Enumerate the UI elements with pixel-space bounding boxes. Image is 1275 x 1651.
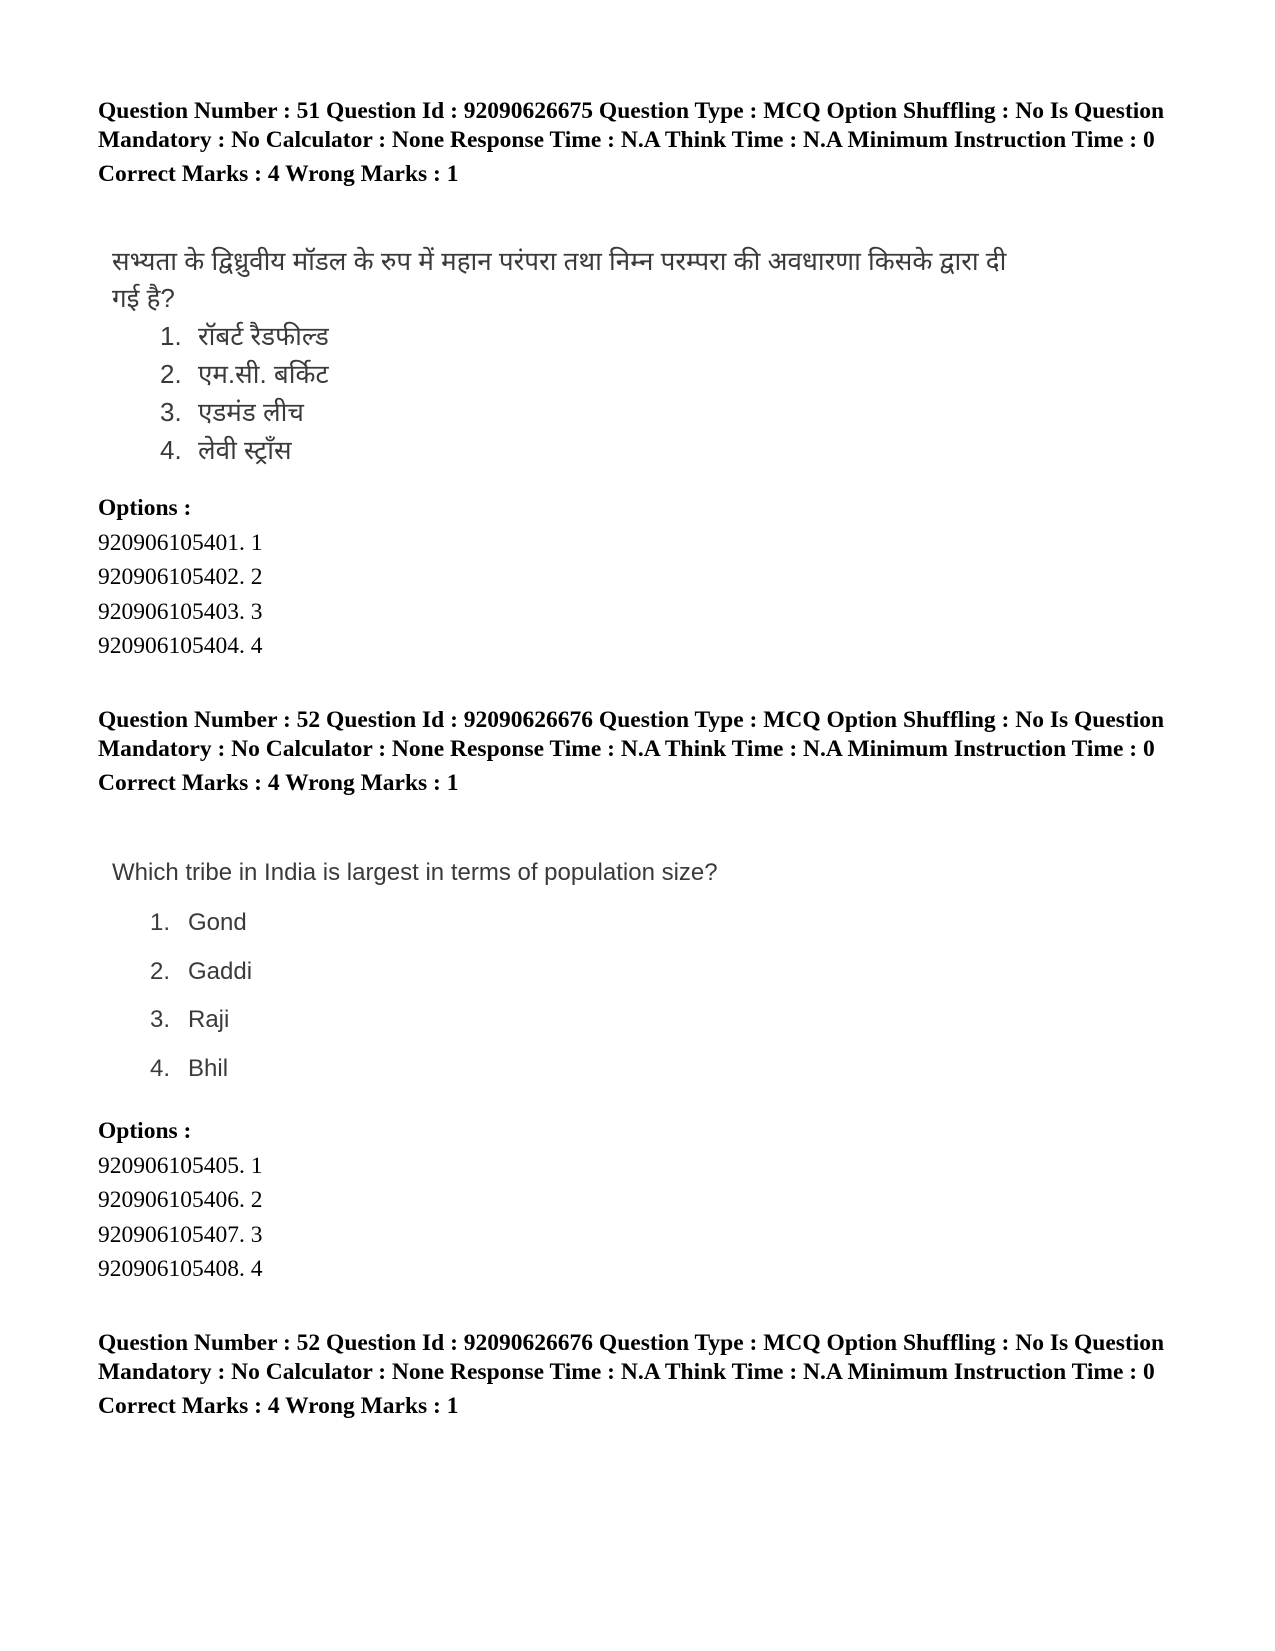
- option-item: 920906105407. 3: [98, 1221, 263, 1248]
- option-item: 920906105408. 4: [98, 1255, 263, 1282]
- option-item: 920906105405. 1: [98, 1153, 263, 1179]
- choice-number: 4.: [160, 435, 182, 465]
- choice-number: 1.: [150, 909, 171, 936]
- question-marks: Correct Marks : 4 Wrong Marks : 1: [98, 770, 459, 796]
- choice-item: [150, 948, 1012, 997]
- options-label: Options :: [98, 495, 192, 521]
- question-meta: Question Number : 52 Question Id : 92090626676 Question Type : MCQ Option Shuffling : No Is Question Mandatory : No Calculator : None Response Time : N.A Think Time : N.A Minimum Instruction Time : 0: [98, 1330, 1165, 1385]
- question-51-options: [98, 494, 1178, 663]
- choice-item: [160, 317, 1008, 355]
- option-item: 920906105404. 4: [98, 632, 263, 659]
- options-label: Options :: [98, 1118, 192, 1144]
- choice-text: Raji: [188, 1006, 230, 1033]
- choice-number: 3.: [150, 1006, 171, 1033]
- question-meta: Question Number : 52 Question Id : 92090626676 Question Type : MCQ Option Shuffling : No Is Question Mandatory : No Calculator : None Response Time : N.A Think Time : N.A Minimum Instruction Time : 0: [98, 707, 1165, 762]
- question-marks: Correct Marks : 4 Wrong Marks : 1: [98, 161, 459, 187]
- choice-item: [160, 355, 1008, 393]
- question-52-repeat-header: [98, 1329, 1178, 1420]
- question-52-header: [98, 706, 1178, 797]
- option-item: 920906105406. 2: [98, 1187, 263, 1214]
- choice-item: [150, 1045, 1012, 1094]
- choice-number: 4.: [150, 1054, 171, 1082]
- question-52-body: [112, 853, 1012, 1093]
- question-meta: Question Number : 51 Question Id : 92090626675 Question Type : MCQ Option Shuffling : No Is Question Mandatory : No Calculator : None Response Time : N.A Think Time : N.A Minimum Instruction Time : 0: [98, 98, 1165, 153]
- choice-item: [160, 393, 1008, 431]
- choice-text: रॉबर्ट रैडफील्ड: [198, 321, 329, 351]
- question-51-header: [98, 97, 1178, 188]
- option-item: 920906105402. 2: [98, 564, 263, 591]
- question-51-body: [108, 243, 1008, 469]
- choice-text: Gond: [188, 909, 247, 936]
- choice-text: एम.सी. बर्किट: [198, 359, 329, 389]
- option-item: 920906105401. 1: [98, 530, 263, 556]
- question-text: Which tribe in India is largest in terms of population size?: [112, 859, 718, 886]
- choice-item: [150, 899, 1012, 948]
- choice-number: 3.: [160, 397, 182, 427]
- question-marks: Correct Marks : 4 Wrong Marks : 1: [98, 1393, 459, 1419]
- choice-text: एडमंड लीच: [198, 397, 304, 427]
- choice-text: Bhil: [188, 1054, 229, 1082]
- choice-number: 2.: [160, 359, 182, 389]
- choice-text: Gaddi: [188, 957, 253, 985]
- choice-number: 1.: [160, 321, 182, 351]
- option-item: 920906105403. 3: [98, 598, 263, 625]
- question-52-options: [98, 1117, 1178, 1286]
- question-text: सभ्यता के द्विध्रुवीय मॉडल के रुप में महान परंपरा तथा निम्न परम्परा की अवधारणा किसके द्वारा दी गई है?: [112, 246, 1007, 313]
- choice-text: लेवी स्ट्राँस: [198, 435, 292, 465]
- choice-item: [160, 431, 1008, 469]
- choice-number: 2.: [150, 957, 171, 985]
- choice-item: [150, 996, 1012, 1045]
